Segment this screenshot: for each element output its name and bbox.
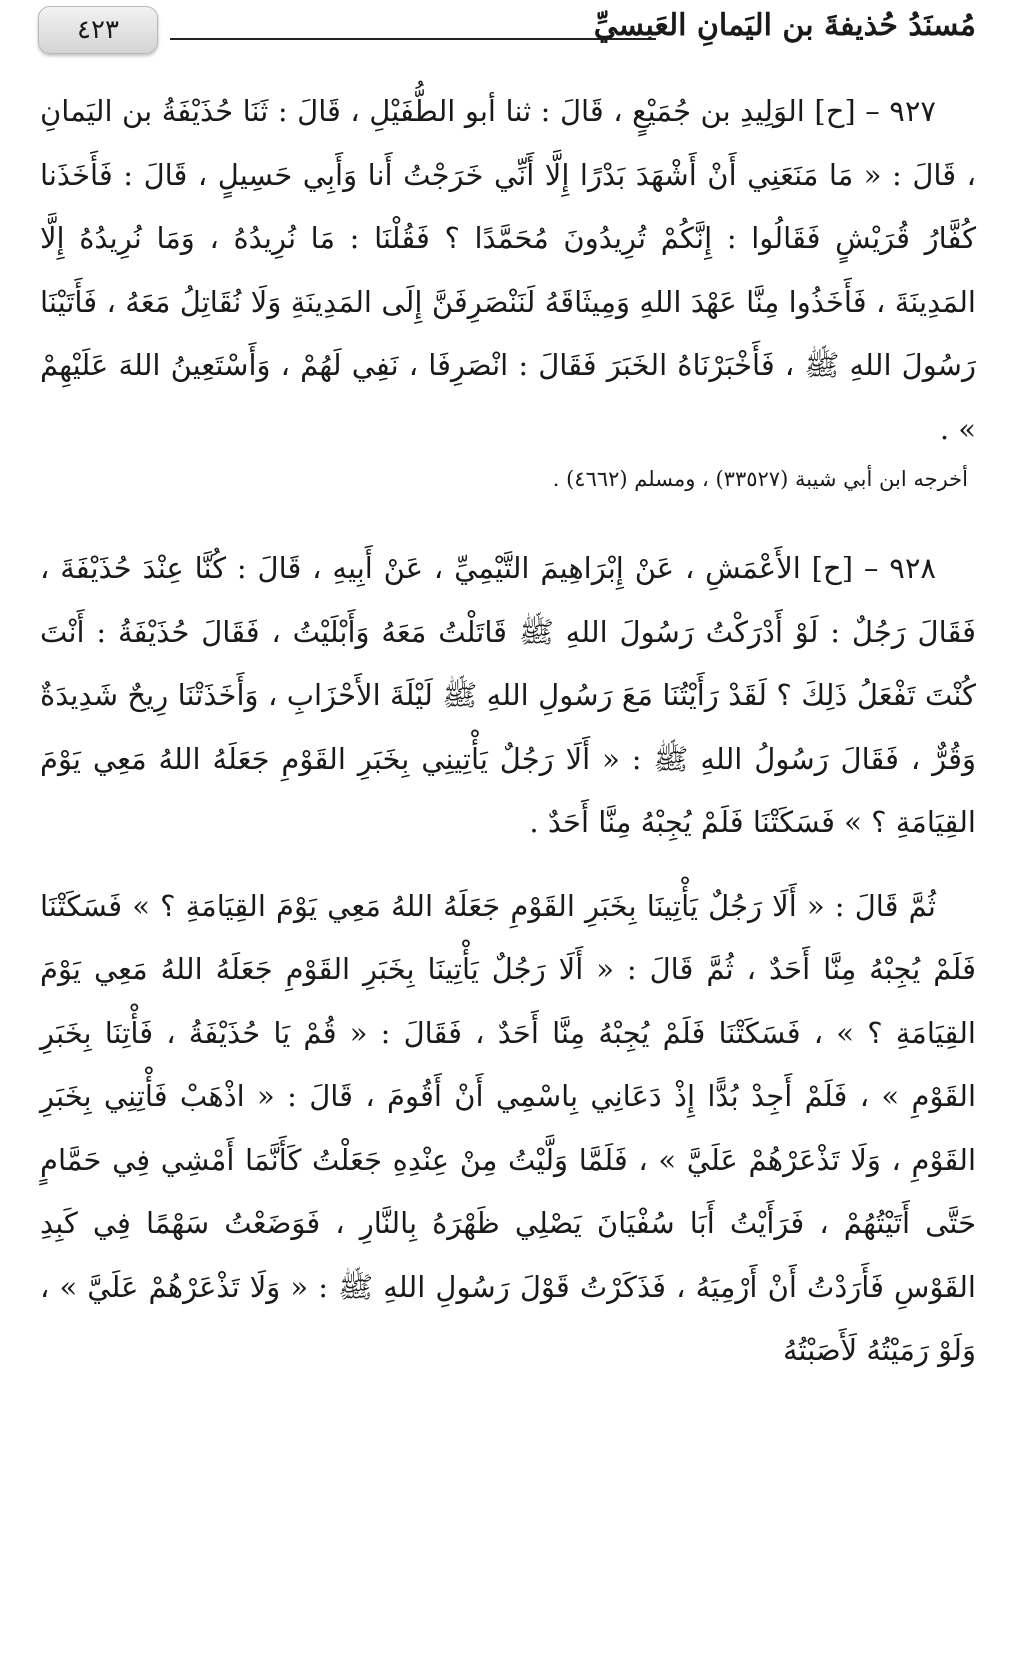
header-rule bbox=[170, 38, 656, 40]
page-number: ٤٢٣ bbox=[38, 6, 158, 54]
hadith-928-paragraph-1: ٩٢٨ – [ح] الأَعْمَشِ ، عَنْ إِبْرَاهِيمَ التَّيْمِيِّ ، عَنْ أَبِيهِ ، قَالَ : كُنَّا عِنْدَ حُذَيْفَةَ ، فَقَالَ رَجُلٌ : لَوْ أَدْرَكْتُ رَسُولَ اللهِ ﷺ قَاتَلْتُ مَعَهُ وَأَبْلَيْتُ ، فَقَالَ حُذَيْفَةُ : أَنْتَ كُنْتَ تَفْعَلُ ذَلِكَ ؟ لَقَدْ رَأَيْتُنَا مَعَ رَسُولِ اللهِ ﷺ لَيْلَةَ الأَحْزَابِ ، وَأَخَذَتْنَا رِيحٌ شَدِيدَةٌ وَقُرٌّ ، فَقَالَ رَسُولُ اللهِ ﷺ : « أَلَا رَجُلٌ يَأْتِينِي بِخَبَرِ القَوْمِ جَعَلَهُ اللهُ مَعِي يَوْمَ القِيَامَةِ ؟ » فَسَكَتْنَا فَلَمْ يُجِبْهُ مِنَّا أَحَدٌ . bbox=[40, 551, 976, 839]
hadith-927 bbox=[40, 80, 976, 461]
hadith-927-text: ٩٢٧ – [ح] الوَلِيدِ بن جُمَيْعٍ ، قَالَ : ثنا أبو الطُّفَيْلِ ، قَالَ : ثَنَا حُذَيْفَةُ بن اليَمانِ ، قَالَ : « مَا مَنَعَنِي أَنْ أَشْهَدَ بَدْرًا إِلَّا أَنِّي خَرَجْتُ أَنا وَأَبِي حَسِيلٍ ، قَالَ : فَأَخَذَنا كُفَّارُ قُرَيْشٍ فَقَالُوا : إِنَّكُمْ تُرِيدُونَ مُحَمَّدًا ؟ فَقُلْنَا : مَا نُرِيدُهُ ، وَمَا نُرِيدُهُ إِلَّا المَدِينَةَ ، فَأَخَذُوا مِنَّا عَهْدَ اللهِ وَمِيثَاقَهُ لَنَنْصَرِفَنَّ إِلَى المَدِينَةِ وَلَا نُقَاتِلُ مَعَهُ ، فَأَتَيْنَا رَسُولَ اللهِ ﷺ ، فَأَخْبَرْنَاهُ الخَبَرَ فَقَالَ : انْصَرِفَا ، نَفِي لَهُمْ ، وَأَسْتَعِينُ اللهَ عَلَيْهِمْ » . bbox=[40, 94, 976, 446]
paragraph-gap bbox=[40, 855, 976, 875]
page-body bbox=[40, 80, 976, 1383]
running-title: مُسنَدُ حُذيفةَ بن اليَمانِ العَبسيِّ bbox=[593, 8, 976, 43]
hadith-927-takhrij: أخرجه ابن أبي شيبة (٣٣٥٢٧) ، ومسلم (٤٦٦٢) . bbox=[552, 467, 968, 491]
page-header bbox=[22, 0, 976, 66]
hadith-928-paragraph-2: ثُمَّ قَالَ : « أَلَا رَجُلٌ يَأْتِينَا بِخَبَرِ القَوْمِ جَعَلَهُ اللهُ مَعِي يَوْمَ القِيَامَةِ ؟ » فَسَكَتْنَا فَلَمْ يُجِبْهُ مِنَّا أَحَدٌ ، ثُمَّ قَالَ : « أَلَا رَجُلٌ يَأْتِينَا بِخَبَرِ القَوْمِ جَعَلَهُ اللهُ مَعِي يَوْمَ القِيَامَةِ ؟ » ، فَسَكَتْنَا فَلَمْ يُجِبْهُ مِنَّا أَحَدٌ ، فَقَالَ : « قُمْ يَا حُذَيْفَةُ ، فَأْتِنَا بِخَبَرِ القَوْمِ » ، فَلَمْ أَجِدْ بُدًّا إِذْ دَعَانِي بِاسْمِي أَنْ أَقُومَ ، قَالَ : « اذْهَبْ فَأْتِنِي بِخَبَرِ القَوْمِ ، وَلَا تَذْعَرْهُمْ عَلَيَّ » ، فَلَمَّا وَلَّيْتُ مِنْ عِنْدِهِ جَعَلْتُ كَأَنَّمَا أَمْشِي فِي حَمَّامٍ حَتَّى أَتَيْتُهُمْ ، فَرَأَيْتُ أَبَا سُفْيَانَ يَصْلِي ظَهْرَهُ بِالنَّارِ ، فَوَضَعْتُ سَهْمًا فِي كَبِدِ القَوْسِ فَأَرَدْتُ أَنْ أَرْمِيَهُ ، فَذَكَرْتُ قَوْلَ رَسُولِ اللهِ ﷺ : « وَلَا تَذْعَرْهُمْ عَلَيَّ » ، وَلَوْ رَمَيْتُهُ لَأَصَبْتُهُ bbox=[40, 888, 976, 1367]
hadith-928 bbox=[40, 537, 976, 1383]
